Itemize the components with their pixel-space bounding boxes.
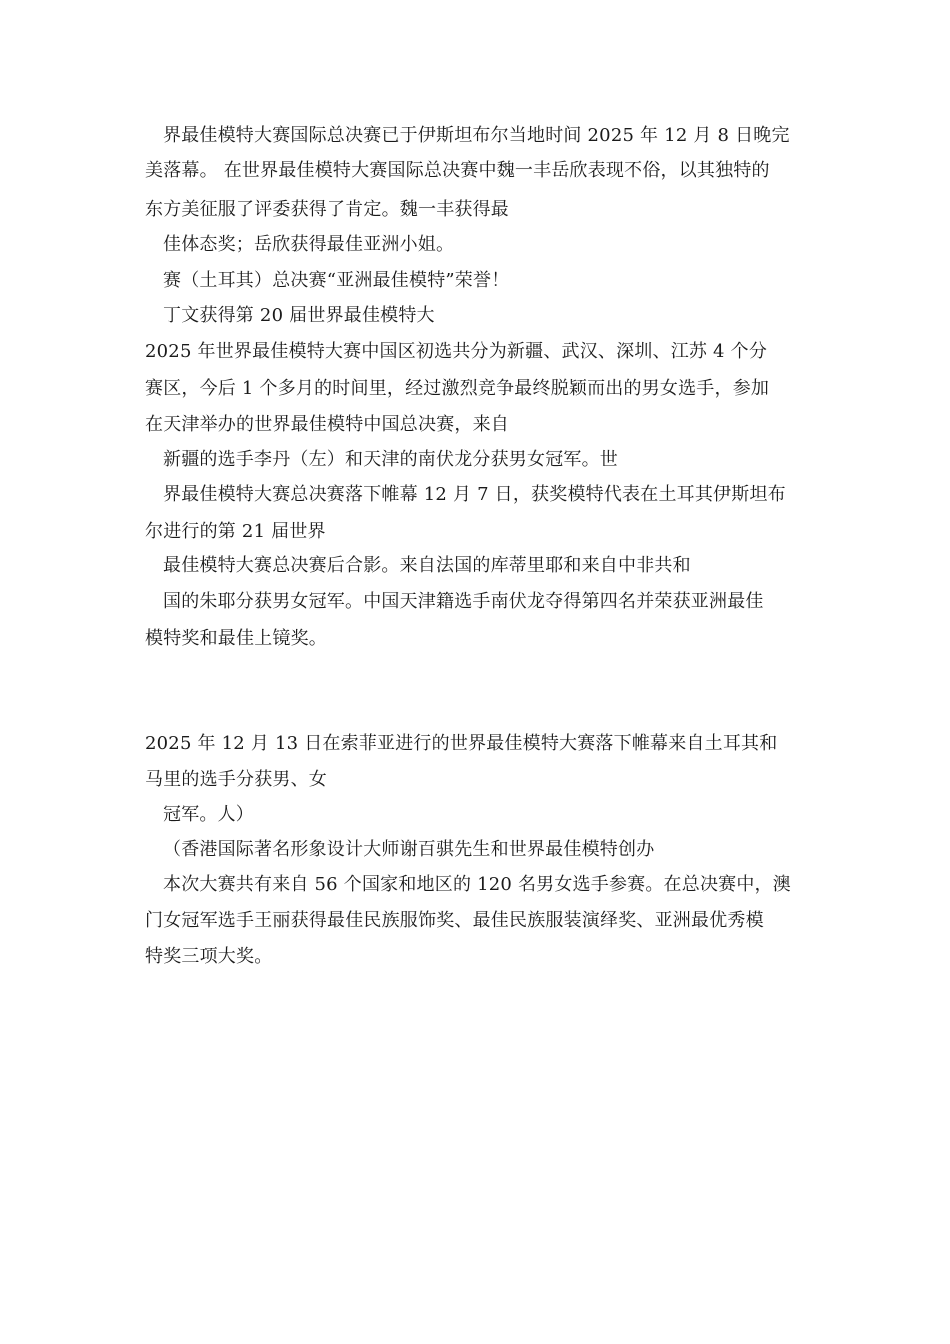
text-line: 东方美征服了评委获得了肯定。魏一丰获得最 xyxy=(145,199,509,220)
text-line: 尔进行的第 21 届世界 xyxy=(145,521,326,542)
text-line: 赛（土耳其）总决赛“亚洲最佳模特”荣誉！ xyxy=(163,270,510,291)
text-line: 佳体态奖；岳欣获得最佳亚洲小姐。 xyxy=(163,234,455,255)
text-line: 在天津举办的世界最佳模特中国总决赛，来自 xyxy=(145,414,509,435)
text-line: 最佳模特大赛总决赛后合影。来自法国的库蒂里耶和来自中非共和 xyxy=(163,555,691,576)
text-line: 特奖三项大奖。 xyxy=(145,946,273,967)
text-line: 冠军。人） xyxy=(163,804,254,825)
text-line: 界最佳模特大赛总决赛落下帷幕 12 月 7 日，获奖模特代表在土耳其伊斯坦布 xyxy=(163,484,786,505)
text-line: 2025 年世界最佳模特大赛中国区初选共分为新疆、武汉、深圳、江苏 4 个分 xyxy=(145,341,768,362)
text-line: （香港国际著名形象设计大师谢百骐先生和世界最佳模特创办 xyxy=(163,839,655,860)
text-line: 美落幕。 在世界最佳模特大赛国际总决赛中魏一丰岳欣表现不俗，以其独特的 xyxy=(145,160,770,181)
text-line: 丁文获得第 20 届世界最佳模特大 xyxy=(163,305,435,326)
text-line: 新疆的选手李丹（左）和天津的南伏龙分获男女冠军。世 xyxy=(163,449,618,470)
text-line: 本次大赛共有来自 56 个国家和地区的 120 名男女选手参赛。在总决赛中，澳 xyxy=(163,874,791,895)
text-line: 国的朱耶分获男女冠军。中国天津籍选手南伏龙夺得第四名并荣获亚洲最佳 xyxy=(163,591,764,612)
text-line: 2025 年 12 月 13 日在索菲亚进行的世界最佳模特大赛落下帷幕来自土耳其和 xyxy=(145,733,778,754)
text-line: 界最佳模特大赛国际总决赛已于伊斯坦布尔当地时间 2025 年 12 月 8 日晚完 xyxy=(163,125,790,146)
text-line: 马里的选手分获男、女 xyxy=(145,769,327,790)
text-line: 赛区，今后 1 个多月的时间里，经过激烈竞争最终脱颖而出的男女选手，参加 xyxy=(145,378,770,399)
text-line: 模特奖和最佳上镜奖。 xyxy=(145,628,327,649)
text-line: 门女冠军选手王丽获得最佳民族服饰奖、最佳民族服装演绎奖、亚洲最优秀模 xyxy=(145,910,764,931)
